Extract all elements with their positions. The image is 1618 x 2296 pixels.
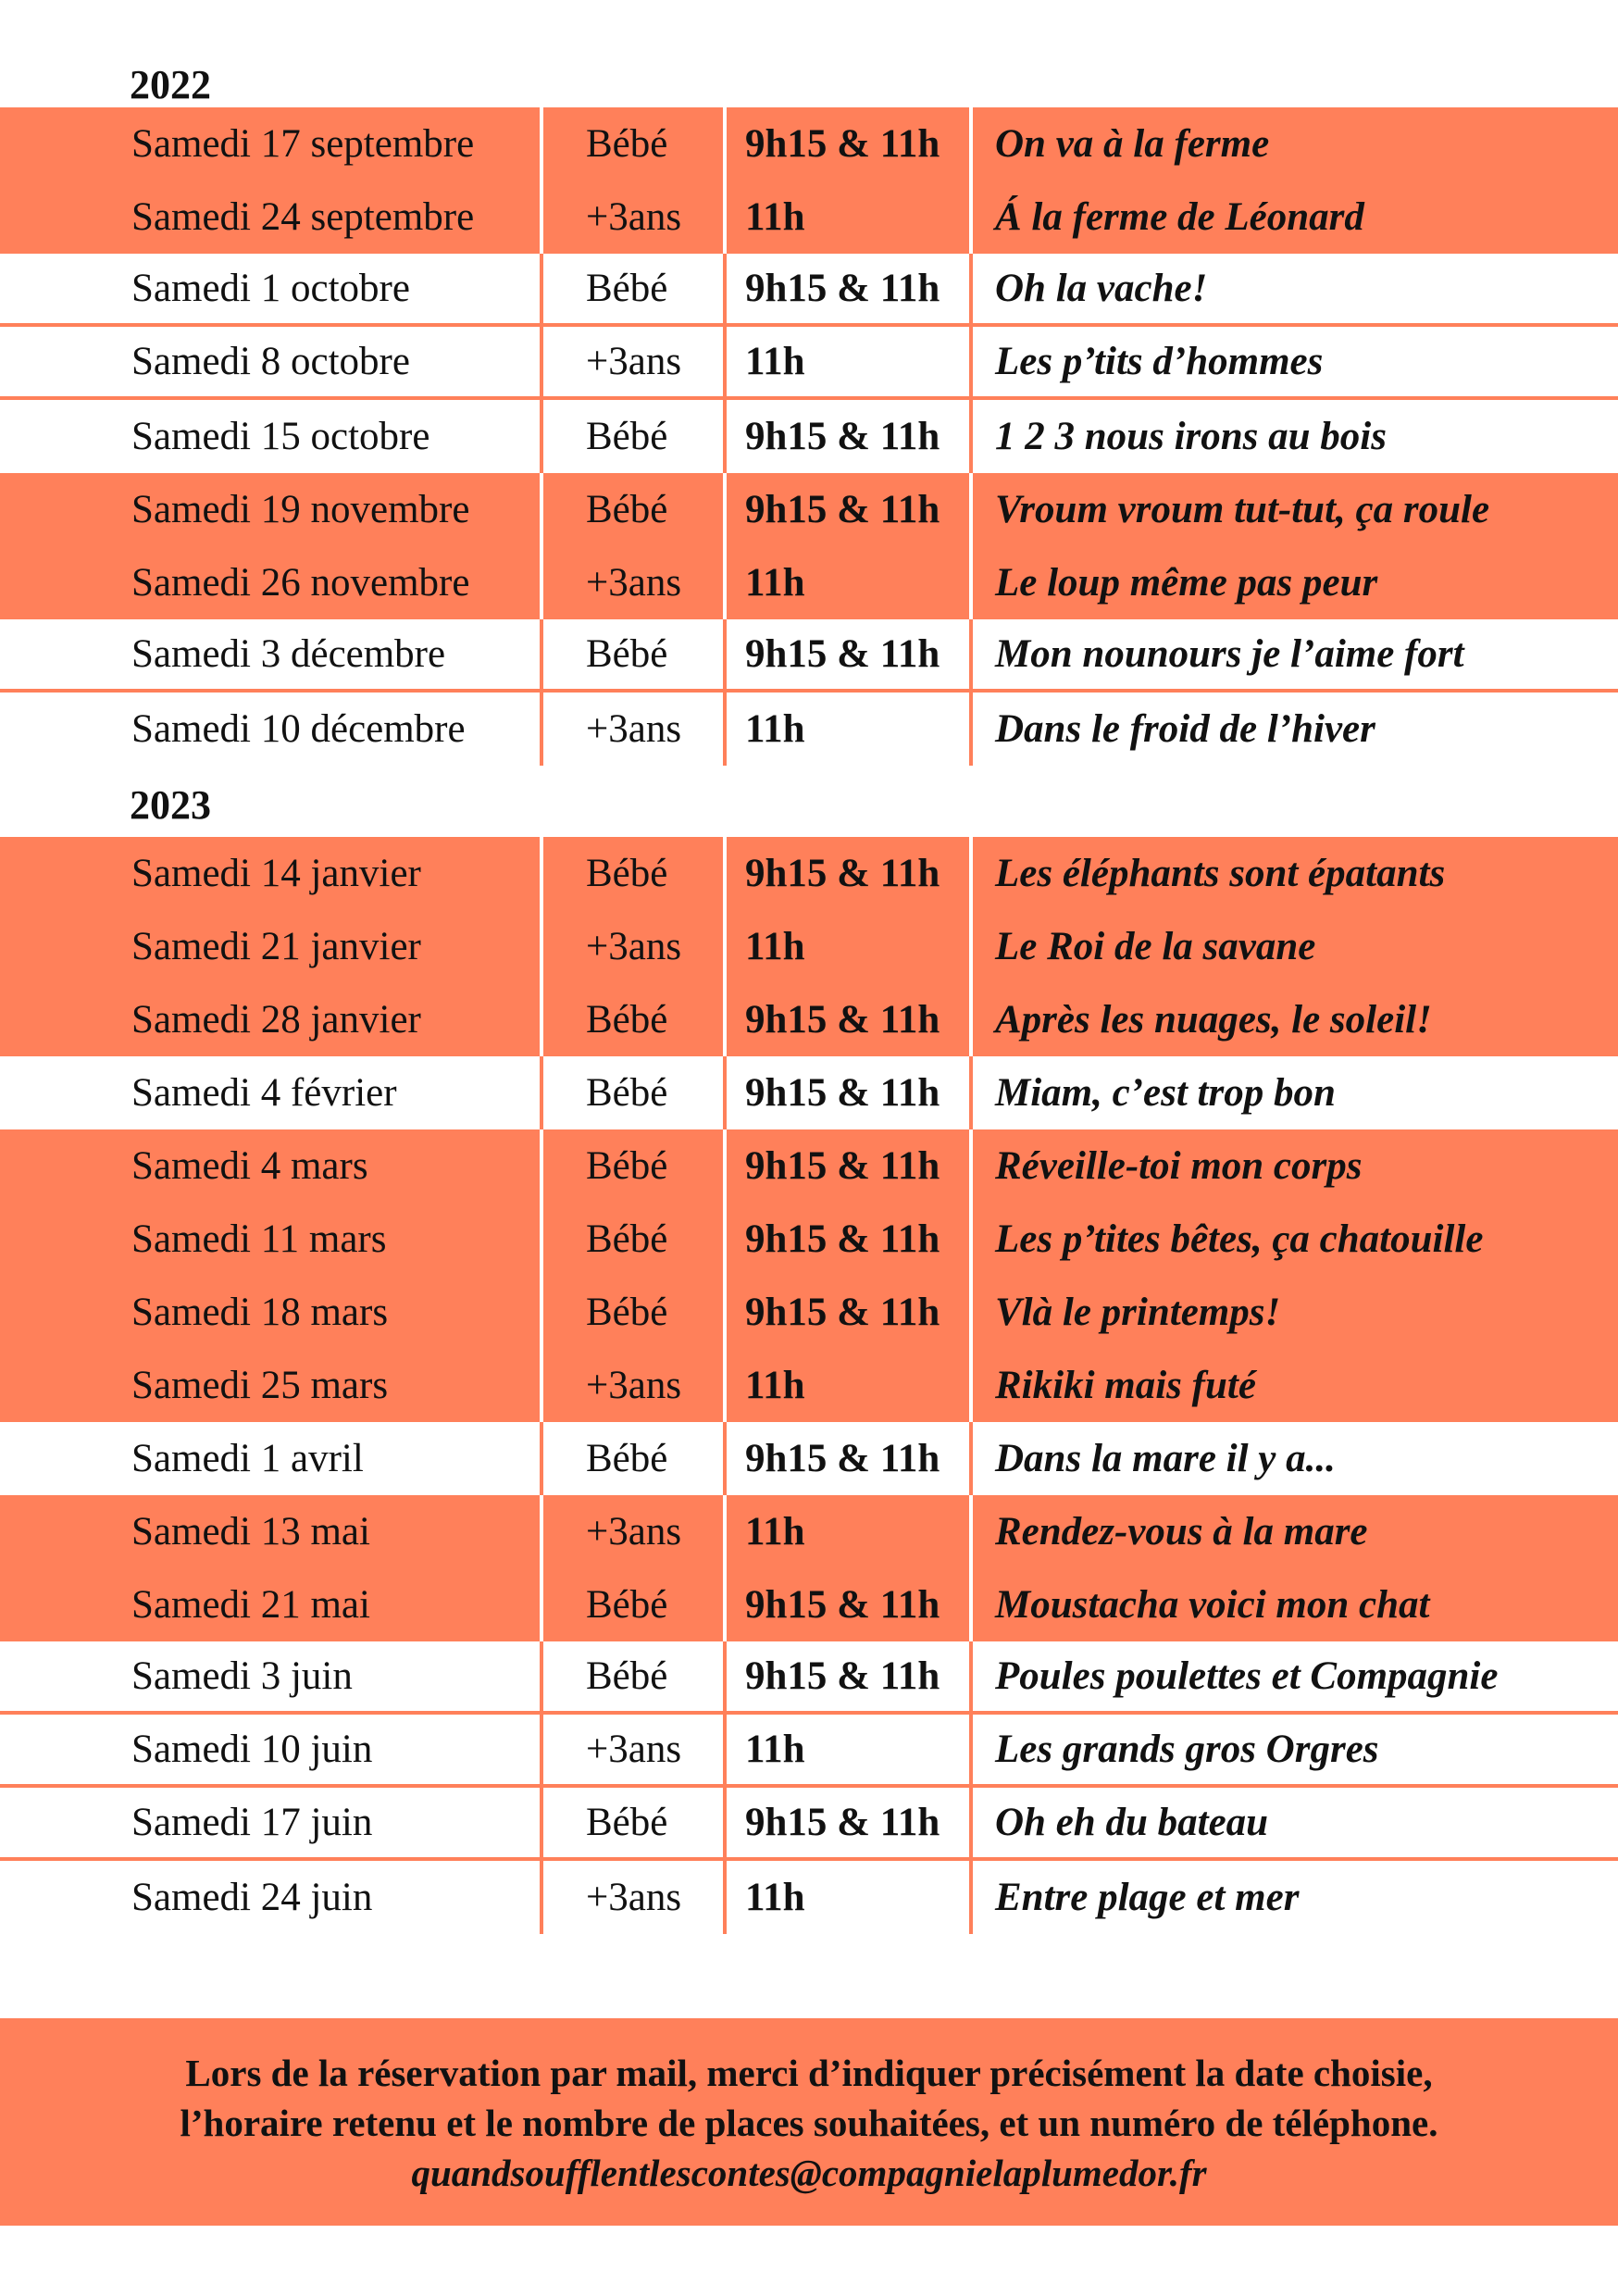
column-divider [540, 1861, 543, 1934]
column-divider [723, 910, 727, 983]
schedule-row [0, 983, 1618, 1056]
schedule-row [0, 910, 1618, 983]
column-divider [969, 1129, 973, 1203]
column-divider [969, 400, 973, 473]
schedule-row [0, 1861, 1618, 1934]
column-divider [969, 1422, 973, 1495]
session-date: Samedi 24 septembre [131, 195, 475, 239]
column-divider [540, 1203, 543, 1276]
reservation-line-1: Lors de la réservation par mail, merci d’indiquer précisément la date choisie, [185, 2052, 1433, 2094]
session-date: Samedi 24 juin [131, 1876, 373, 1919]
session-age: Bébé [586, 415, 668, 458]
session-age: Bébé [586, 267, 668, 310]
column-divider [969, 327, 973, 396]
session-date: Samedi 10 décembre [131, 707, 466, 751]
session-date: Samedi 8 octobre [131, 340, 410, 383]
session-age: Bébé [586, 1144, 668, 1188]
session-title: Le loup même pas peur [995, 561, 1378, 605]
session-title: Mon nounours je l’aime fort [995, 632, 1464, 676]
session-age: +3ans [586, 1364, 682, 1407]
session-title: Dans le froid de l’hiver [995, 707, 1375, 751]
schedule-table-2023 [0, 837, 1618, 1934]
column-divider [540, 181, 543, 254]
column-divider [540, 1641, 543, 1711]
session-date: Samedi 17 septembre [131, 122, 475, 166]
session-time: 9h15 & 11h [745, 1071, 940, 1115]
session-age: Bébé [586, 632, 668, 676]
session-title: Vroum vroum tut-tut, ça roule [995, 488, 1490, 531]
column-divider [969, 1641, 973, 1711]
session-time: 11h [745, 1876, 805, 1919]
session-date: Samedi 21 janvier [131, 925, 421, 968]
session-title: 1 2 3 nous irons au bois [995, 415, 1387, 458]
column-divider [540, 693, 543, 766]
column-divider [723, 1129, 727, 1203]
session-age: +3ans [586, 1510, 682, 1554]
schedule-row [0, 1276, 1618, 1349]
session-title: Rikiki mais futé [995, 1364, 1256, 1407]
session-title: Poules poulettes et Compagnie [995, 1654, 1499, 1698]
session-time: 9h15 & 11h [745, 415, 940, 458]
schedule-row [0, 1495, 1618, 1568]
session-age: +3ans [586, 340, 682, 383]
column-divider [540, 910, 543, 983]
column-divider [969, 473, 973, 546]
session-date: Samedi 3 décembre [131, 632, 446, 676]
schedule-row [0, 1641, 1618, 1715]
session-date: Samedi 18 mars [131, 1291, 389, 1334]
schedule-row [0, 1129, 1618, 1203]
session-title: Entre plage et mer [995, 1876, 1300, 1919]
session-title: Á la ferme de Léonard [995, 195, 1364, 239]
session-age: Bébé [586, 1437, 668, 1480]
session-date: Samedi 14 janvier [131, 852, 421, 895]
column-divider [540, 837, 543, 910]
column-divider [969, 983, 973, 1056]
session-date: Samedi 28 janvier [131, 998, 421, 1042]
column-divider [723, 1276, 727, 1349]
session-time: 9h15 & 11h [745, 1801, 940, 1844]
schedule-row [0, 546, 1618, 619]
schedule-row [0, 619, 1618, 693]
session-title: On va à la ferme [995, 122, 1270, 166]
session-title: Après les nuages, le soleil! [995, 998, 1432, 1042]
schedule-row [0, 693, 1618, 766]
session-title: Vlà le printemps! [995, 1291, 1281, 1334]
column-divider [723, 983, 727, 1056]
column-divider [723, 1788, 727, 1857]
session-title: Le Roi de la savane [995, 925, 1316, 968]
column-divider [540, 1056, 543, 1129]
column-divider [540, 400, 543, 473]
session-date: Samedi 19 novembre [131, 488, 470, 531]
session-title: Les p’tits d’hommes [995, 340, 1324, 383]
session-time: 9h15 & 11h [745, 1654, 940, 1698]
reservation-note [0, 2018, 1618, 2226]
column-divider [540, 1276, 543, 1349]
session-age: Bébé [586, 122, 668, 166]
column-divider [540, 1788, 543, 1857]
session-age: +3ans [586, 561, 682, 605]
session-age: +3ans [586, 925, 682, 968]
session-date: Samedi 26 novembre [131, 561, 470, 605]
column-divider [969, 619, 973, 689]
column-divider [723, 1203, 727, 1276]
column-divider [969, 1056, 973, 1129]
session-title: Les p’tites bêtes, ça chatouille [995, 1217, 1484, 1261]
session-age: Bébé [586, 1217, 668, 1261]
session-title: Les grands gros Orgres [995, 1728, 1379, 1771]
session-date: Samedi 15 octobre [131, 415, 430, 458]
schedule-row [0, 400, 1618, 473]
column-divider [723, 1349, 727, 1422]
session-time: 9h15 & 11h [745, 122, 940, 166]
schedule-row [0, 107, 1618, 181]
session-time: 9h15 & 11h [745, 632, 940, 676]
schedule-table-2022 [0, 107, 1618, 766]
session-age: Bébé [586, 488, 668, 531]
session-date: Samedi 21 mai [131, 1583, 370, 1627]
session-title: Oh la vache! [995, 267, 1208, 310]
column-divider [969, 107, 973, 181]
session-date: Samedi 25 mars [131, 1364, 389, 1407]
session-time: 9h15 & 11h [745, 1437, 940, 1480]
column-divider [723, 546, 727, 619]
session-title: Les éléphants sont épatants [995, 852, 1446, 895]
column-divider [723, 327, 727, 396]
session-time: 9h15 & 11h [745, 1144, 940, 1188]
session-date: Samedi 3 juin [131, 1654, 353, 1698]
column-divider [969, 1861, 973, 1934]
column-divider [540, 107, 543, 181]
session-date: Samedi 11 mars [131, 1217, 387, 1261]
schedule-row [0, 181, 1618, 254]
column-divider [723, 1568, 727, 1641]
column-divider [723, 1422, 727, 1495]
year-heading-2022: 2022 [130, 62, 211, 107]
schedule-row [0, 254, 1618, 327]
column-divider [540, 1568, 543, 1641]
session-age: Bébé [586, 1583, 668, 1627]
session-age: Bébé [586, 1801, 668, 1844]
session-age: Bébé [586, 852, 668, 895]
column-divider [969, 837, 973, 910]
column-divider [723, 837, 727, 910]
session-age: Bébé [586, 1654, 668, 1698]
session-date: Samedi 1 avril [131, 1437, 364, 1480]
session-time: 9h15 & 11h [745, 998, 940, 1042]
session-title: Réveille-toi mon corps [995, 1144, 1363, 1188]
column-divider [969, 181, 973, 254]
column-divider [723, 254, 727, 323]
column-divider [540, 546, 543, 619]
column-divider [969, 1203, 973, 1276]
session-title: Dans la mare il y a... [995, 1437, 1336, 1480]
schedule-row [0, 1203, 1618, 1276]
session-time: 9h15 & 11h [745, 852, 940, 895]
reservation-line-2: l’horaire retenu et le nombre de places souhaitées, et un numéro de téléphone. [180, 2102, 1438, 2144]
schedule-row [0, 1715, 1618, 1788]
session-time: 11h [745, 1510, 805, 1554]
schedule-row [0, 327, 1618, 400]
schedule-row [0, 1349, 1618, 1422]
session-time: 11h [745, 707, 805, 751]
session-time: 11h [745, 195, 805, 239]
column-divider [540, 473, 543, 546]
column-divider [723, 1641, 727, 1711]
schedule-row [0, 1568, 1618, 1641]
session-age: +3ans [586, 195, 682, 239]
column-divider [969, 1568, 973, 1641]
session-time: 9h15 & 11h [745, 488, 940, 531]
session-title: Miam, c’est trop bon [995, 1071, 1336, 1115]
column-divider [723, 1056, 727, 1129]
session-age: Bébé [586, 1071, 668, 1115]
session-time: 11h [745, 340, 805, 383]
column-divider [723, 693, 727, 766]
session-age: Bébé [586, 998, 668, 1042]
column-divider [969, 1788, 973, 1857]
schedule-row [0, 1788, 1618, 1861]
column-divider [723, 473, 727, 546]
column-divider [969, 1715, 973, 1784]
column-divider [969, 693, 973, 766]
session-date: Samedi 4 mars [131, 1144, 368, 1188]
schedule-row [0, 837, 1618, 910]
year-heading-2023: 2023 [130, 782, 211, 828]
column-divider [540, 1349, 543, 1422]
session-age: +3ans [586, 1728, 682, 1771]
column-divider [969, 254, 973, 323]
session-age: +3ans [586, 1876, 682, 1919]
column-divider [723, 1495, 727, 1568]
session-date: Samedi 4 février [131, 1071, 397, 1115]
schedule-row [0, 1056, 1618, 1129]
session-age: +3ans [586, 707, 682, 751]
column-divider [540, 1495, 543, 1568]
session-title: Oh eh du bateau [995, 1801, 1269, 1844]
column-divider [540, 1129, 543, 1203]
column-divider [540, 1422, 543, 1495]
schedule-row [0, 1422, 1618, 1495]
session-time: 9h15 & 11h [745, 1291, 940, 1334]
session-time: 11h [745, 561, 805, 605]
column-divider [540, 619, 543, 689]
column-divider [969, 1495, 973, 1568]
column-divider [723, 1861, 727, 1934]
reservation-email[interactable]: quandsoufflentlescontes@compagnielaplumedor.fr [411, 2152, 1207, 2194]
column-divider [969, 910, 973, 983]
session-date: Samedi 13 mai [131, 1510, 370, 1554]
schedule-row [0, 473, 1618, 546]
session-time: 11h [745, 925, 805, 968]
column-divider [723, 619, 727, 689]
session-date: Samedi 17 juin [131, 1801, 373, 1844]
session-date: Samedi 10 juin [131, 1728, 373, 1771]
column-divider [723, 181, 727, 254]
column-divider [540, 254, 543, 323]
column-divider [723, 400, 727, 473]
session-time: 11h [745, 1728, 805, 1771]
session-time: 9h15 & 11h [745, 267, 940, 310]
session-time: 11h [745, 1364, 805, 1407]
column-divider [540, 1715, 543, 1784]
session-title: Moustacha voici mon chat [995, 1583, 1430, 1627]
session-time: 9h15 & 11h [745, 1583, 940, 1627]
session-age: Bébé [586, 1291, 668, 1334]
session-time: 9h15 & 11h [745, 1217, 940, 1261]
column-divider [969, 546, 973, 619]
column-divider [723, 1715, 727, 1784]
column-divider [969, 1349, 973, 1422]
column-divider [723, 107, 727, 181]
column-divider [540, 327, 543, 396]
column-divider [540, 983, 543, 1056]
column-divider [969, 1276, 973, 1349]
session-date: Samedi 1 octobre [131, 267, 410, 310]
session-title: Rendez-vous à la mare [995, 1510, 1368, 1554]
